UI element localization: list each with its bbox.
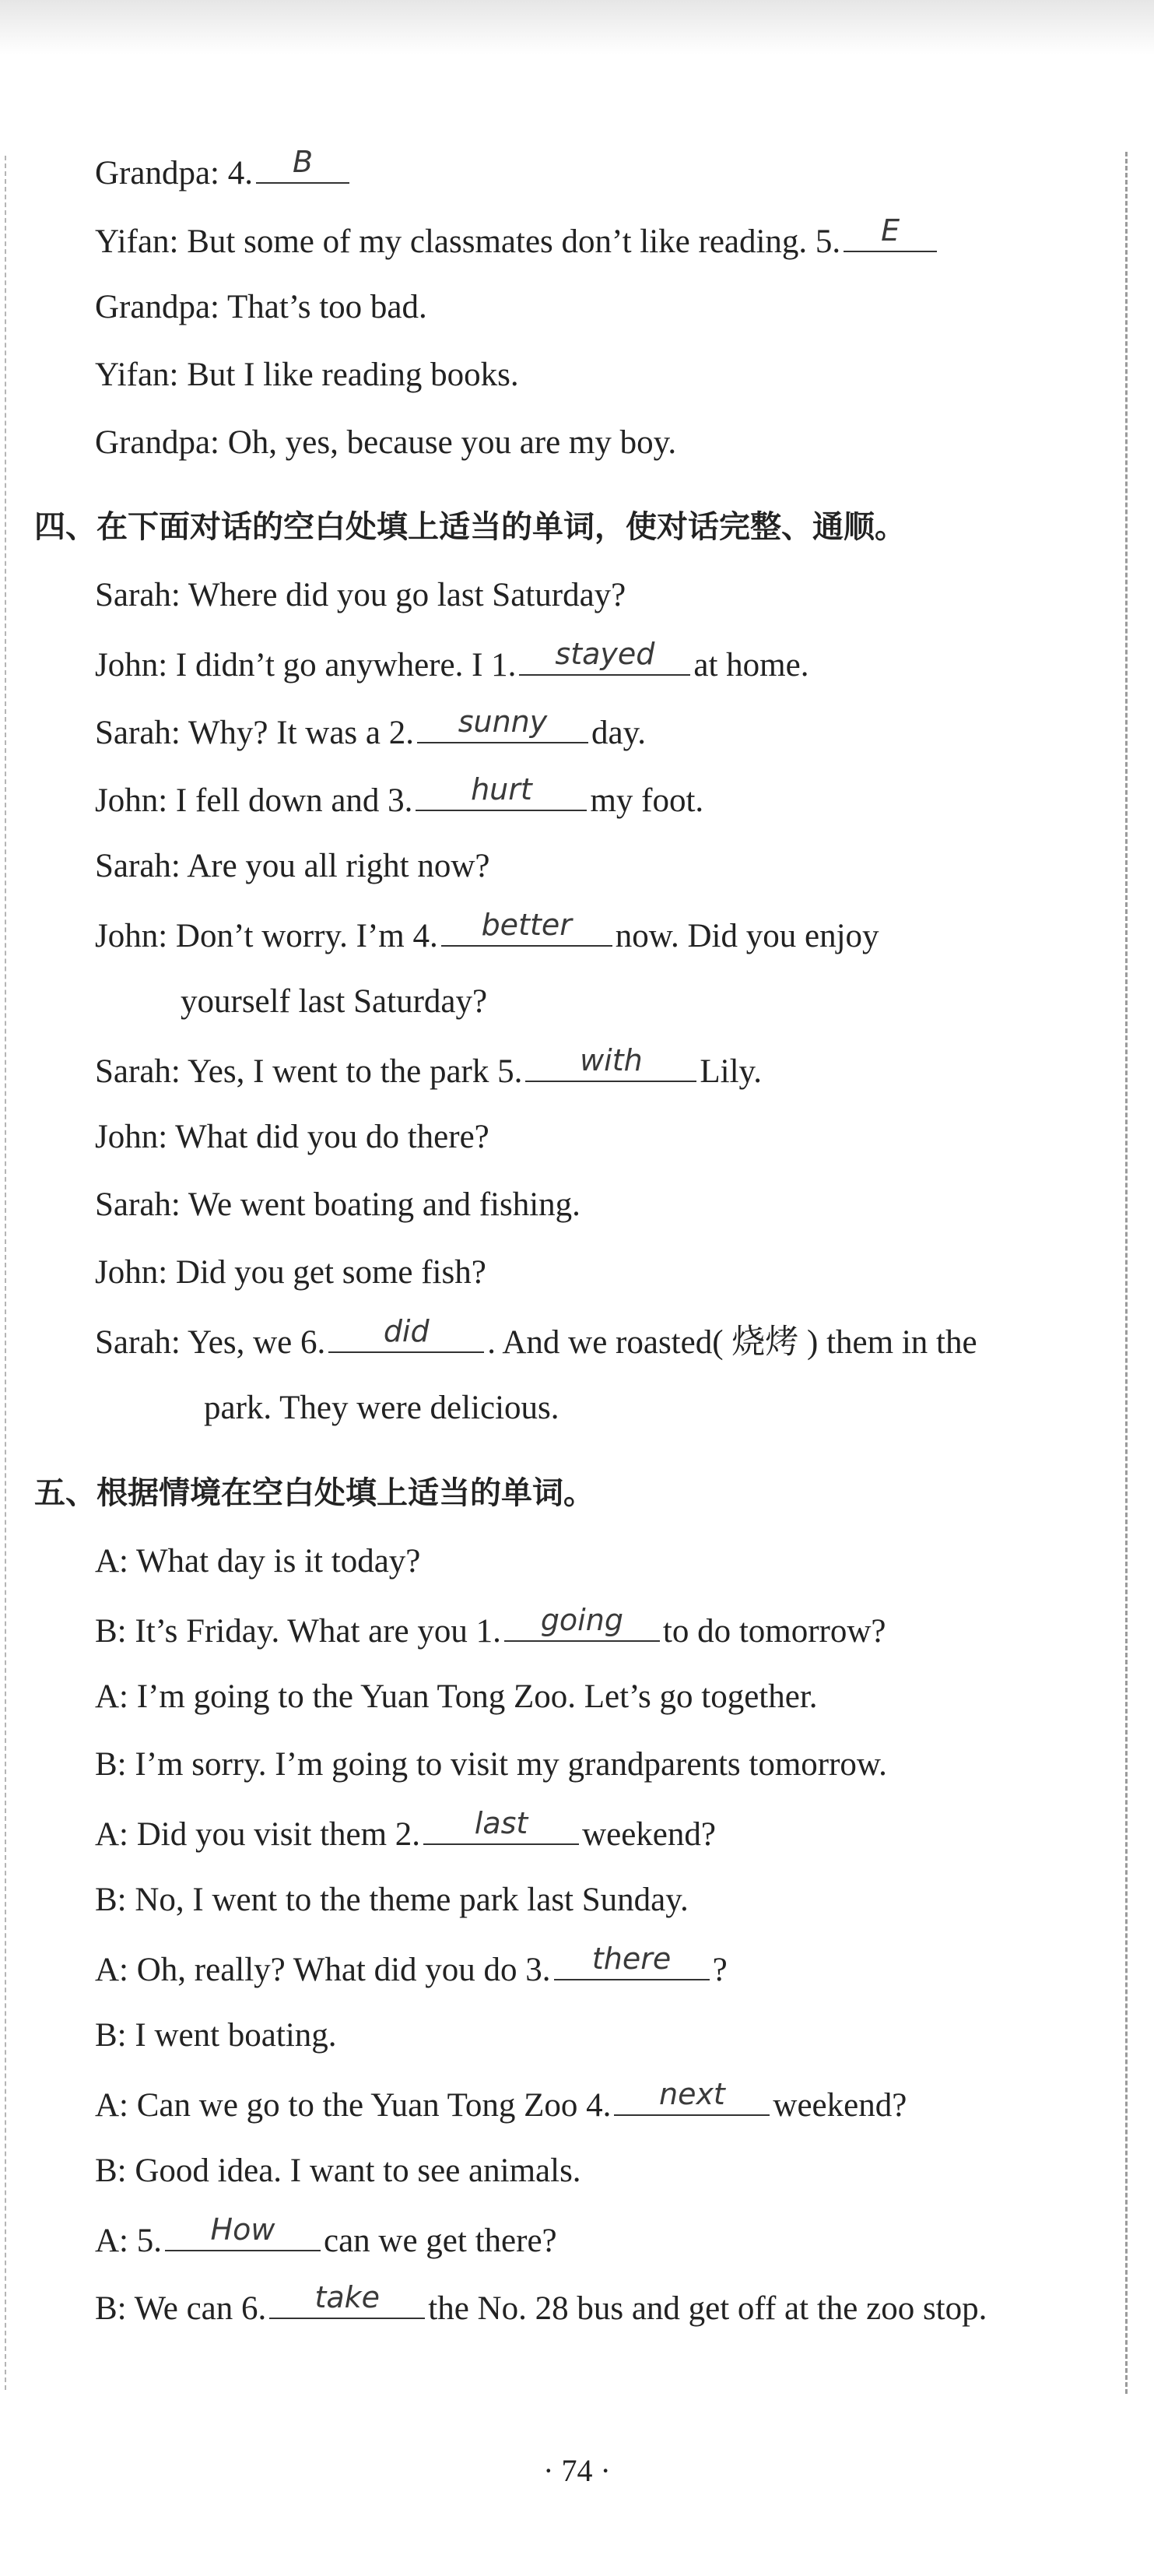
dialogue-line: Grandpa: 4. B (95, 148, 353, 197)
answer-blank: did (328, 1317, 484, 1353)
section-5-heading: 五、根据情境在空白处填上适当的单词。 (34, 1475, 595, 1511)
dialogue-line: John: Don’t worry. I’m 4. better now. Did you enjoy (95, 908, 879, 954)
dialogue-line: A: Can we go to the Yuan Tong Zoo 4. next weekend? (95, 2077, 907, 2124)
dialogue-line: B: We can 6. take the No. 28 bus and get off at the zoo stop. (95, 2280, 987, 2327)
dialogue-line: Sarah: Why? It was a 2. sunny day. (95, 705, 647, 751)
answer-blank: How (165, 2216, 321, 2251)
dialogue-line: John: I didn’t go anywhere. I 1. stayed at home. (95, 637, 809, 684)
dialogue-line: Grandpa: That’s too bad. (95, 289, 427, 325)
dialogue-line: Sarah: We went boating and fishing. (95, 1186, 581, 1223)
dialogue-line: B: I’m sorry. I’m going to visit my grandparents tomorrow. (95, 1746, 887, 1783)
dialogue-line: Grandpa: Oh, yes, because you are my boy. (95, 424, 677, 461)
answer-blank: there (554, 1945, 710, 1980)
answer-blank: going (504, 1606, 660, 1642)
dialogue-line: A: I’m going to the Yuan Tong Zoo. Let’s go together. (95, 1678, 818, 1715)
answer-blank: better (441, 911, 612, 947)
page-number: · 74 · (543, 2453, 611, 2488)
dialogue-line: Yifan: But I like reading books. (95, 357, 519, 393)
dialogue-line: John: What did you do there? (95, 1119, 489, 1155)
answer-blank: sunny (417, 708, 588, 743)
dialogue-line: B: I went boating. (95, 2017, 337, 2054)
dialogue-line: Sarah: Yes, I went to the park 5. with Lily. (95, 1043, 762, 1090)
answer-blank: hurt (416, 775, 587, 811)
answer-blank: with (525, 1046, 696, 1082)
dialogue-line: B: Good idea. I want to see animals. (95, 2153, 581, 2189)
dialogue-line: John: I fell down and 3. hurt my foot. (95, 772, 704, 819)
dialogue-line: Sarah: Where did you go last Saturday? (95, 577, 626, 613)
dialogue-line: A: 5. How can we get there? (95, 2212, 557, 2259)
dialogue-line: B: No, I went to the theme park last Sunday. (95, 1882, 689, 1918)
dialogue-line: park. They were delicious. (204, 1390, 559, 1426)
answer-blank: stayed (519, 640, 690, 676)
dialogue-line: Sarah: Are you all right now? (95, 848, 490, 884)
answer-blank: B (256, 148, 349, 184)
dialogue-line: B: It’s Friday. What are you 1. going to do tomorrow? (95, 1603, 886, 1650)
dialogue-line: A: Did you visit them 2. last weekend? (95, 1806, 716, 1853)
dialogue-line: Yifan: But some of my classmates don’t like reading. 5. E (95, 216, 940, 265)
right-dashed-border (1125, 152, 1128, 2394)
dialogue-line: A: What day is it today? (95, 1543, 421, 1580)
answer-blank: take (269, 2283, 425, 2319)
scan-top-shadow (0, 0, 1154, 54)
left-dashed-border (5, 156, 6, 2390)
dialogue-line: A: Oh, really? What did you do 3. there ? (95, 1942, 728, 1988)
dialogue-line: yourself last Saturday? (181, 983, 488, 1020)
dialogue-line: John: Did you get some fish? (95, 1254, 486, 1291)
answer-blank: next (614, 2080, 770, 2116)
section-4-heading: 四、在下面对话的空白处填上适当的单词，使对话完整、通顺。 (34, 509, 906, 545)
dialogue-line: Sarah: Yes, we 6. did . And we roasted( 烧烤 ) them in the (95, 1314, 977, 1361)
answer-blank: E (844, 216, 937, 252)
answer-blank: last (423, 1809, 579, 1845)
